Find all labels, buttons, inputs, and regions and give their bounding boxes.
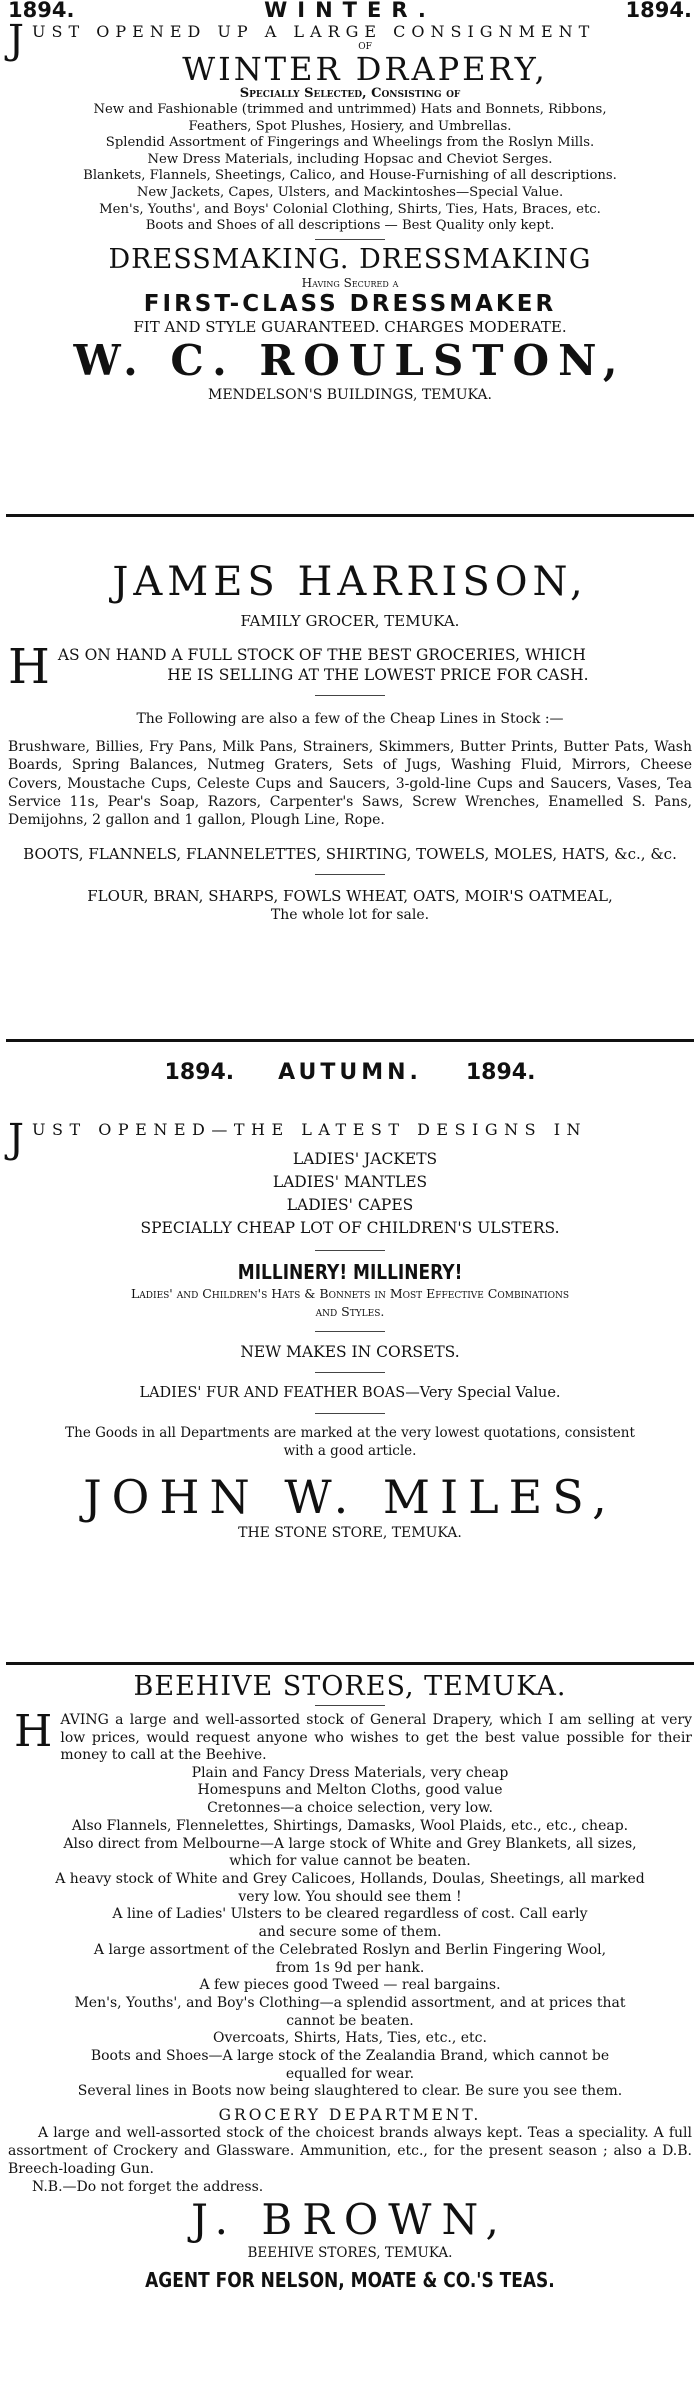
- millinery-heading-wrap: [2, 1259, 698, 1285]
- merchant-name: JAMES HARRISON,: [112, 559, 588, 605]
- item-line: Boots and Shoes of all descriptions — Best Quality only kept.: [145, 218, 555, 234]
- winter-drapery-title: WINTER DRAPERY,: [182, 50, 548, 88]
- beehive-item-list: [2, 1765, 698, 2101]
- intro-text: UST OPENED UP A LARGE CONSIGNMENT: [32, 22, 596, 41]
- agent-line-wrap: [2, 2268, 698, 2292]
- drop-cap: J: [8, 1116, 25, 1162]
- agent-line: AGENT FOR NELSON, MOATE & CO.'S TEAS.: [145, 2268, 555, 2293]
- item-line: LADIES' CAPES: [286, 1196, 414, 1214]
- intro-text: AVING a large and well-assorted stock of General Drapery, which I am selling at very low prices, would request anyone who wishes to get the best value possible for their money to call at the Beehive.: [60, 1712, 692, 1764]
- item-line: Blankets, Flannels, Sheetings, Calico, and House-Furnishing of all descriptions.: [83, 168, 617, 184]
- divider: [315, 1413, 385, 1414]
- merchant-trade: FAMILY GROCER, TEMUKA.: [240, 612, 460, 630]
- store-title: BEEHIVE STORES, TEMUKA.: [133, 1671, 567, 1702]
- winter-heading-row: [2, 0, 698, 22]
- item-line: A few pieces good Tweed — real bargains.: [199, 1977, 501, 1994]
- goods-line: with a good article.: [283, 1443, 417, 1459]
- hats-line: and Styles.: [315, 1304, 385, 1319]
- year-right: 1894.: [465, 1060, 536, 1085]
- item-line: Also direct from Melbourne—A large stock of White and Grey Blankets, all sizes,: [63, 1835, 637, 1852]
- divider: [315, 1250, 385, 1251]
- season-title: AUTUMN.: [278, 1060, 422, 1085]
- of-text: OF: [358, 42, 372, 52]
- item-line: LADIES' JACKETS: [292, 1150, 438, 1168]
- item-line: Also Flannels, Flennelettes, Shirtings, Damasks, Wool Plaids, etc., etc., cheap.: [71, 1817, 629, 1834]
- merchant-name: W. C. ROULSTON,: [73, 335, 627, 385]
- intro-line: AS ON HAND A FULL STOCK OF THE BEST GROCERIES, WHICH: [57, 646, 586, 664]
- harrison-grocer-ad: [2, 517, 698, 1039]
- item-line: A heavy stock of White and Grey Calicoes, Hollands, Doulas, Sheetings, all marked: [55, 1871, 645, 1887]
- divider: [315, 1705, 385, 1706]
- item-line: Men's, Youths', and Boys' Colonial Clothing, Shirts, Ties, Hats, Braces, etc.: [99, 201, 601, 217]
- divider: [315, 1372, 385, 1373]
- having-secured: Having Secured a: [301, 275, 399, 290]
- year-right: 1894.: [625, 0, 692, 22]
- divider: [315, 874, 385, 875]
- item-line: equalled for wear.: [285, 2065, 415, 2082]
- beehive-stores-ad: [2, 1665, 698, 2403]
- item-line: very low. You should see them !: [238, 1888, 462, 1905]
- drop-cap: H: [8, 639, 50, 695]
- autumn-heading-row: [2, 1060, 698, 1086]
- item-line: which for value cannot be beaten.: [229, 1853, 471, 1870]
- item-line: LADIES' MANTLES: [272, 1173, 428, 1191]
- nb-line: N.B.—Do not forget the address.: [32, 2179, 264, 2196]
- item-line: Splendid Assortment of Fingerings and Wheelings from the Roslyn Mills.: [105, 135, 595, 151]
- fit-style-line: FIT AND STYLE GUARANTEED. CHARGES MODERATE.: [133, 317, 567, 336]
- item-line: New Jackets, Capes, Ulsters, and Mackintoshes—Special Value.: [136, 184, 564, 200]
- dressmaking-heading: DRESSMAKING. DRESSMAKING: [108, 243, 592, 275]
- item-line: and secure some of them.: [258, 1924, 442, 1941]
- drop-cap: J: [8, 17, 25, 63]
- ladies-items: [2, 1148, 698, 1240]
- item-line: Men's, Youths', and Boy's Clothing—a splendid assortment, and at prices that: [74, 1994, 626, 2011]
- item-line: Overcoats, Shirts, Hats, Ties, etc., etc.: [213, 2030, 487, 2047]
- boas-line: LADIES' FUR AND FEATHER BOAS—Very Special Value.: [139, 1385, 561, 1401]
- hats-line: Ladies' and Children's Hats & Bonnets in Most Effective Combinations: [131, 1286, 569, 1301]
- divider: [315, 239, 385, 240]
- item-line: New and Fashionable (trimmed and untrimmed) Hats and Bonnets, Ribbons,: [93, 102, 607, 117]
- item-line: Feathers, Spot Plushes, Hosiery, and Umbrellas.: [188, 118, 512, 134]
- item-line: A large assortment of the Celebrated Roslyn and Berlin Fingering Wool,: [93, 1941, 607, 1958]
- winter-intro: [2, 17, 698, 63]
- item-line: cannot be beaten.: [286, 2012, 414, 2029]
- grocery-text: A large and well-assorted stock of the choicest brands always kept. Teas a speciality. A full assortment of Crockery and Glassware. Ammunition, etc., for the present season ; also a D.B. Breech-loading Gun.: [8, 2125, 692, 2177]
- divider: [315, 1331, 385, 1332]
- winter-item-list: [2, 102, 698, 235]
- item-line: Homespuns and Melton Cloths, good value: [197, 1782, 503, 1799]
- grocery-heading: GROCERY DEPARTMENT.: [218, 2106, 482, 2125]
- intro-text: UST OPENED—THE LATEST DESIGNS IN: [32, 1120, 588, 1139]
- item-line: A line of Ladies' Ulsters to be cleared regardless of cost. Call early: [112, 1906, 588, 1923]
- year-left: 1894.: [8, 0, 75, 22]
- cheap-lines-list: Brushware, Billies, Fry Pans, Milk Pans, Strainers, Skimmers, Butter Prints, Butter Pats, Wash Boards, Spring Balances, Nutmeg Graters, Sets of Jugs, Washing Fluid, Mirrors, Cheese Covers, Moustache Cups, Celeste Cups and Saucers, 3-gold-line Cups and Saucers, Vases, Tea Service 11s, Pear's Soap, Razors, Carpenter's Saws, Screw Wrenches, Enamelled S. Pans, Demijohns, 2 gallon and 1 gallon, Plough Line, Rope.: [8, 739, 692, 829]
- millinery-heading: MILLINERY! MILLINERY!: [237, 1260, 463, 1284]
- drop-cap: H: [14, 1706, 53, 1757]
- item-line: Several lines in Boots now being slaughtered to clear. Be sure you see them.: [77, 2083, 623, 2100]
- autumn-ad: [2, 1042, 698, 1662]
- whole-lot-line: The whole lot for sale.: [270, 907, 430, 924]
- harrison-intro: [2, 639, 698, 695]
- item-line: Plain and Fancy Dress Materials, very cheap: [191, 1764, 509, 1781]
- consisting-subtitle: Specially Selected, Consisting of: [239, 86, 461, 101]
- first-class-dressmaker: FIRST-CLASS DRESSMAKER: [143, 290, 557, 317]
- intro-line: HE IS SELLING AT THE LOWEST PRICE FOR CASH.: [167, 666, 589, 684]
- winter-drapery-ad: [2, 0, 698, 500]
- goods-line: The Goods in all Departments are marked at the very lowest quotations, consistent: [65, 1425, 635, 1441]
- merchant-address: THE STONE STORE, TEMUKA.: [238, 1525, 462, 1541]
- item-line: Cretonnes—a choice selection, very low.: [207, 1800, 493, 1817]
- corsets-line: NEW MAKES IN CORSETS.: [240, 1343, 460, 1361]
- boots-line: BOOTS, FLANNELS, FLANNELETTES, SHIRTING, TOWELS, MOLES, HATS, &c., &c.: [23, 845, 677, 864]
- beehive-intro: [2, 1706, 698, 1765]
- merchant-name: J. BROWN,: [191, 2195, 509, 2245]
- season-title: WINTER.: [264, 0, 436, 22]
- item-line: New Dress Materials, including Hopsac and Cheviot Serges.: [147, 151, 553, 167]
- item-line: Boots and Shoes—A large stock of the Zealandia Brand, which cannot be: [90, 2048, 610, 2065]
- year-left: 1894.: [164, 1060, 235, 1085]
- flour-line: FLOUR, BRAN, SHARPS, FOWLS WHEAT, OATS, MOIR'S OATMEAL,: [87, 887, 613, 906]
- divider: [315, 695, 385, 696]
- item-line: from 1s 9d per hank.: [275, 1959, 425, 1976]
- cheap-lines-heading: The Following are also a few of the Cheap Lines in Stock :—: [136, 711, 564, 727]
- item-line: SPECIALLY CHEAP LOT OF CHILDREN'S ULSTERS.: [140, 1219, 560, 1237]
- merchant-address: BEEHIVE STORES, TEMUKA.: [247, 2245, 453, 2262]
- merchant-address: MENDELSON'S BUILDINGS, TEMUKA.: [208, 386, 492, 403]
- merchant-name: JOHN W. MILES,: [83, 1470, 617, 1524]
